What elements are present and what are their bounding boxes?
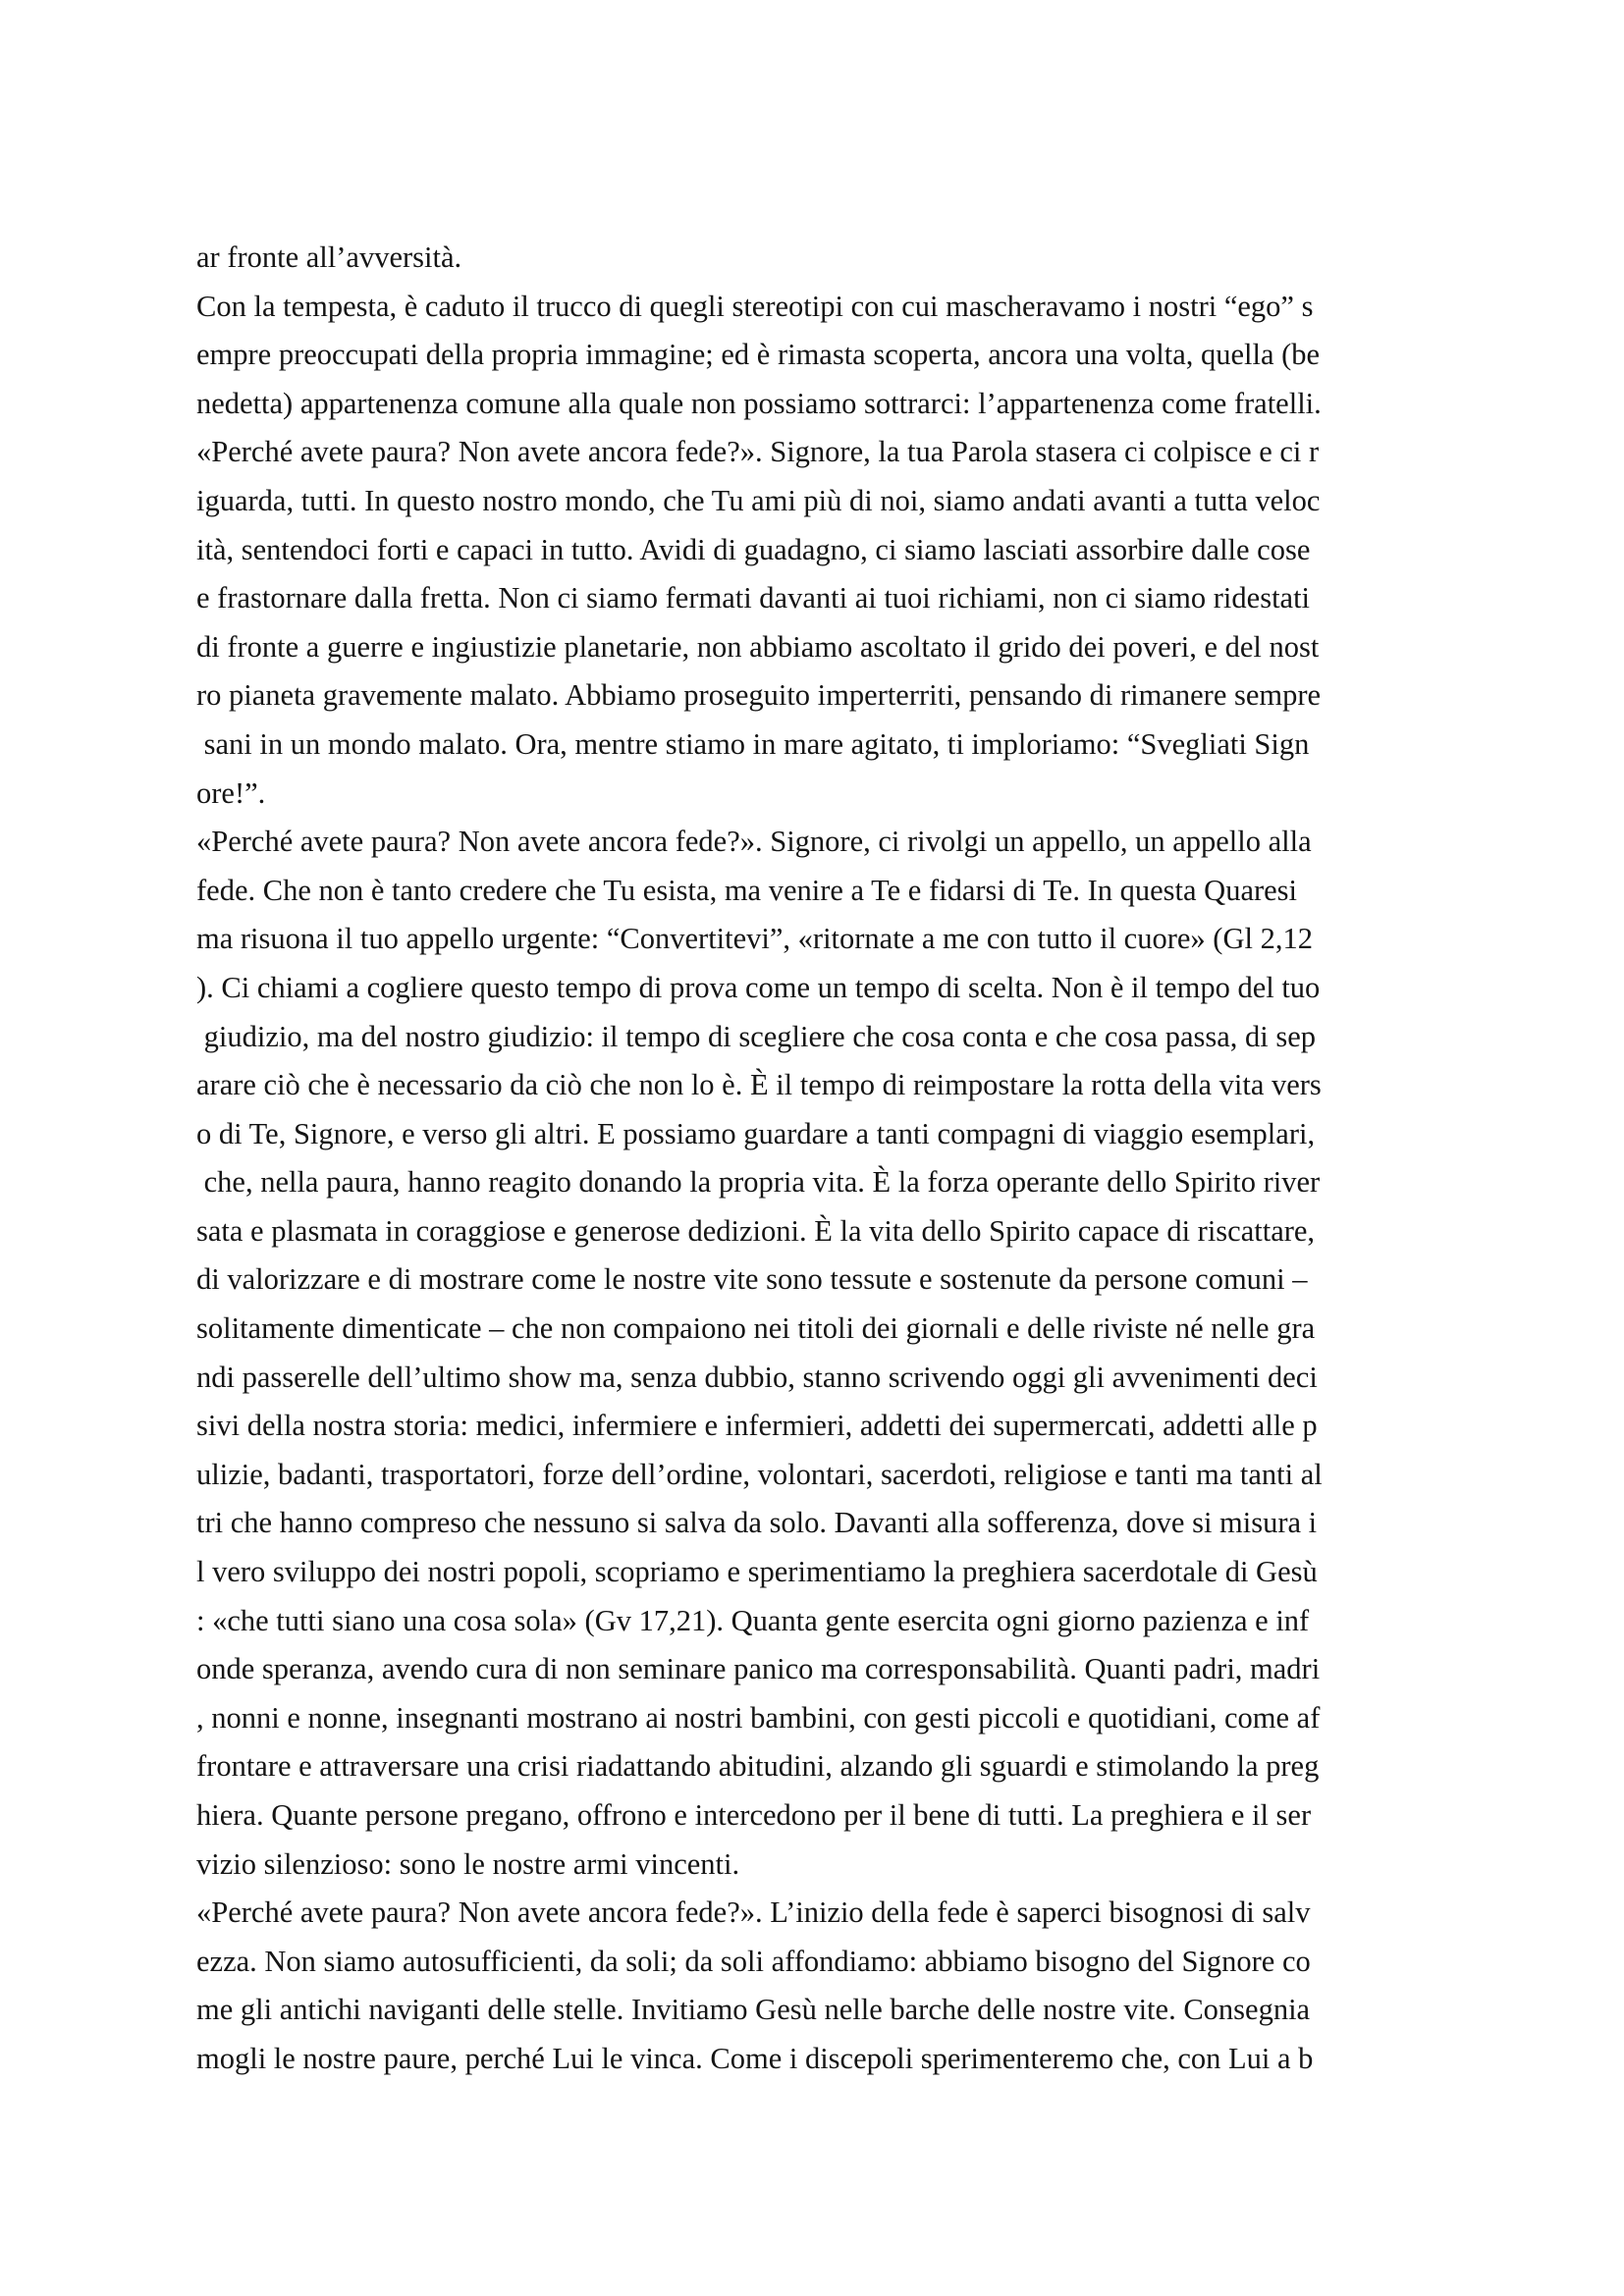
text-line: tri che hanno compreso che nessuno si salva da solo. Davanti alla sofferenza, dove si misura i [196, 1506, 1318, 1540]
text-line: ore!”. [196, 775, 266, 810]
text-line: giudizio, ma del nostro giudizio: il tempo di scegliere che cosa conta e che cosa passa, di sep [196, 1019, 1317, 1053]
document-body [196, 234, 1473, 2084]
text-line: ar fronte all’avversità. [196, 240, 462, 274]
text-line: «Perché avete paura? Non avete ancora fede?». Signore, ci rivolgi un appello, un appello alla [196, 825, 1312, 859]
text-line: solitamente dimenticate – che non compaiono nei titoli dei giornali e delle riviste né nelle gra [196, 1311, 1316, 1346]
text-line: me gli antichi naviganti delle stelle. Invitiamo Gesù nelle barche delle nostre vite. Consegnia [196, 1993, 1311, 2027]
text-line: di valorizzare e di mostrare come le nostre vite sono tessute e sostenute da persone comuni – [196, 1262, 1308, 1297]
text-line: empre preoccupati della propria immagine; ed è rimasta scoperta, ancora una volta, quella (be [196, 338, 1321, 372]
text-line: Con la tempesta, è caduto il trucco di quegli stereotipi con cui mascheravamo i nostri “ego” s [196, 289, 1314, 323]
text-line: ndi passerelle dell’ultimo show ma, senza dubbio, stanno scrivendo oggi gli avvenimenti deci [196, 1360, 1318, 1394]
text-line: sivi della nostra storia: medici, infermiere e infermieri, addetti dei supermercati, addetti alle p [196, 1409, 1318, 1443]
text-line: che, nella paura, hanno reagito donando la propria vita. È la forza operante dello Spirito river [196, 1165, 1321, 1200]
text-line: ro pianeta gravemente malato. Abbiamo proseguito imperterriti, pensando di rimanere sempre [196, 678, 1322, 713]
text-line: «Perché avete paura? Non avete ancora fede?». Signore, la tua Parola stasera ci colpisce e ci r [196, 435, 1320, 469]
text-line: «Perché avete paura? Non avete ancora fede?». L’inizio della fede è saperci bisognosi di salv [196, 1896, 1311, 1930]
text-line: ). Ci chiami a cogliere questo tempo di prova come un tempo di scelta. Non è il tempo del tuo [196, 970, 1321, 1004]
text-line: ulizie, badanti, trasportatori, forze dell’ordine, volontari, sacerdoti, religiose e tanti ma tanti al [196, 1457, 1323, 1491]
text-line: di fronte a guerre e ingiustizie planetarie, non abbiamo ascoltato il grido dei poveri, e del nost [196, 629, 1320, 664]
text-line: , nonni e nonne, insegnanti mostrano ai nostri bambini, con gesti piccoli e quotidiani, come af [196, 1700, 1321, 1735]
text-line: frontare e attraversare una crisi riadattando abitudini, alzando gli sguardi e stimolando la preg [196, 1749, 1320, 1784]
text-line: nedetta) appartenenza comune alla quale non possiamo sottrarci: l’appartenenza come fratelli. [196, 386, 1322, 420]
text-line: o di Te, Signore, e verso gli altri. E possiamo guardare a tanti compagni di viaggio esemplari, [196, 1116, 1316, 1150]
text-line: e frastornare dalla fretta. Non ci siamo fermati davanti ai tuoi richiami, non ci siamo ridestati [196, 581, 1311, 615]
text-line: onde speranza, avendo cura di non seminare panico ma corresponsabilità. Quanti padri, madri [196, 1652, 1321, 1686]
text-line: iguarda, tutti. In questo nostro mondo, che Tu ami più di noi, siamo andati avanti a tutta veloc [196, 483, 1321, 517]
text-line: hiera. Quante persone pregano, offrono e intercedono per il bene di tutti. La preghiera e il ser [196, 1798, 1312, 1832]
text-line: l vero sviluppo dei nostri popoli, scopriamo e sperimentiamo la preghiera sacerdotale di Gesù [196, 1555, 1318, 1589]
text-line: mogli le nostre paure, perché Lui le vinca. Come i discepoli sperimenteremo che, con Lui a b [196, 2041, 1314, 2075]
text-line: ezza. Non siamo autosufficienti, da soli; da soli affondiamo: abbiamo bisogno del Signore co [196, 1944, 1311, 1978]
text-line: sata e plasmata in coraggiose e generose dedizioni. È la vita dello Spirito capace di riscattare, [196, 1213, 1316, 1248]
text-line: : «che tutti siano una cosa sola» (Gv 17,21). Quanta gente esercita ogni giorno pazienza e inf [196, 1603, 1310, 1637]
text-line: arare ciò che è necessario da ciò che non lo è. È il tempo di reimpostare la rotta della vita vers [196, 1068, 1322, 1102]
text-line: ma risuona il tuo appello urgente: “Convertitevi”, «ritornate a me con tutto il cuore» (Gl 2,12 [196, 922, 1313, 956]
text-line: vizio silenzioso: sono le nostre armi vincenti. [196, 1846, 740, 1881]
text-line: ità, sentendoci forti e capaci in tutto. Avidi di guadagno, ci siamo lasciati assorbire dalle cose [196, 532, 1311, 566]
text-line: fede. Che non è tanto credere che Tu esista, ma venire a Te e fidarsi di Te. In questa Quaresi [196, 873, 1298, 907]
text-line: sani in un mondo malato. Ora, mentre stiamo in mare agitato, ti imploriamo: “Svegliati Sign [196, 726, 1310, 761]
